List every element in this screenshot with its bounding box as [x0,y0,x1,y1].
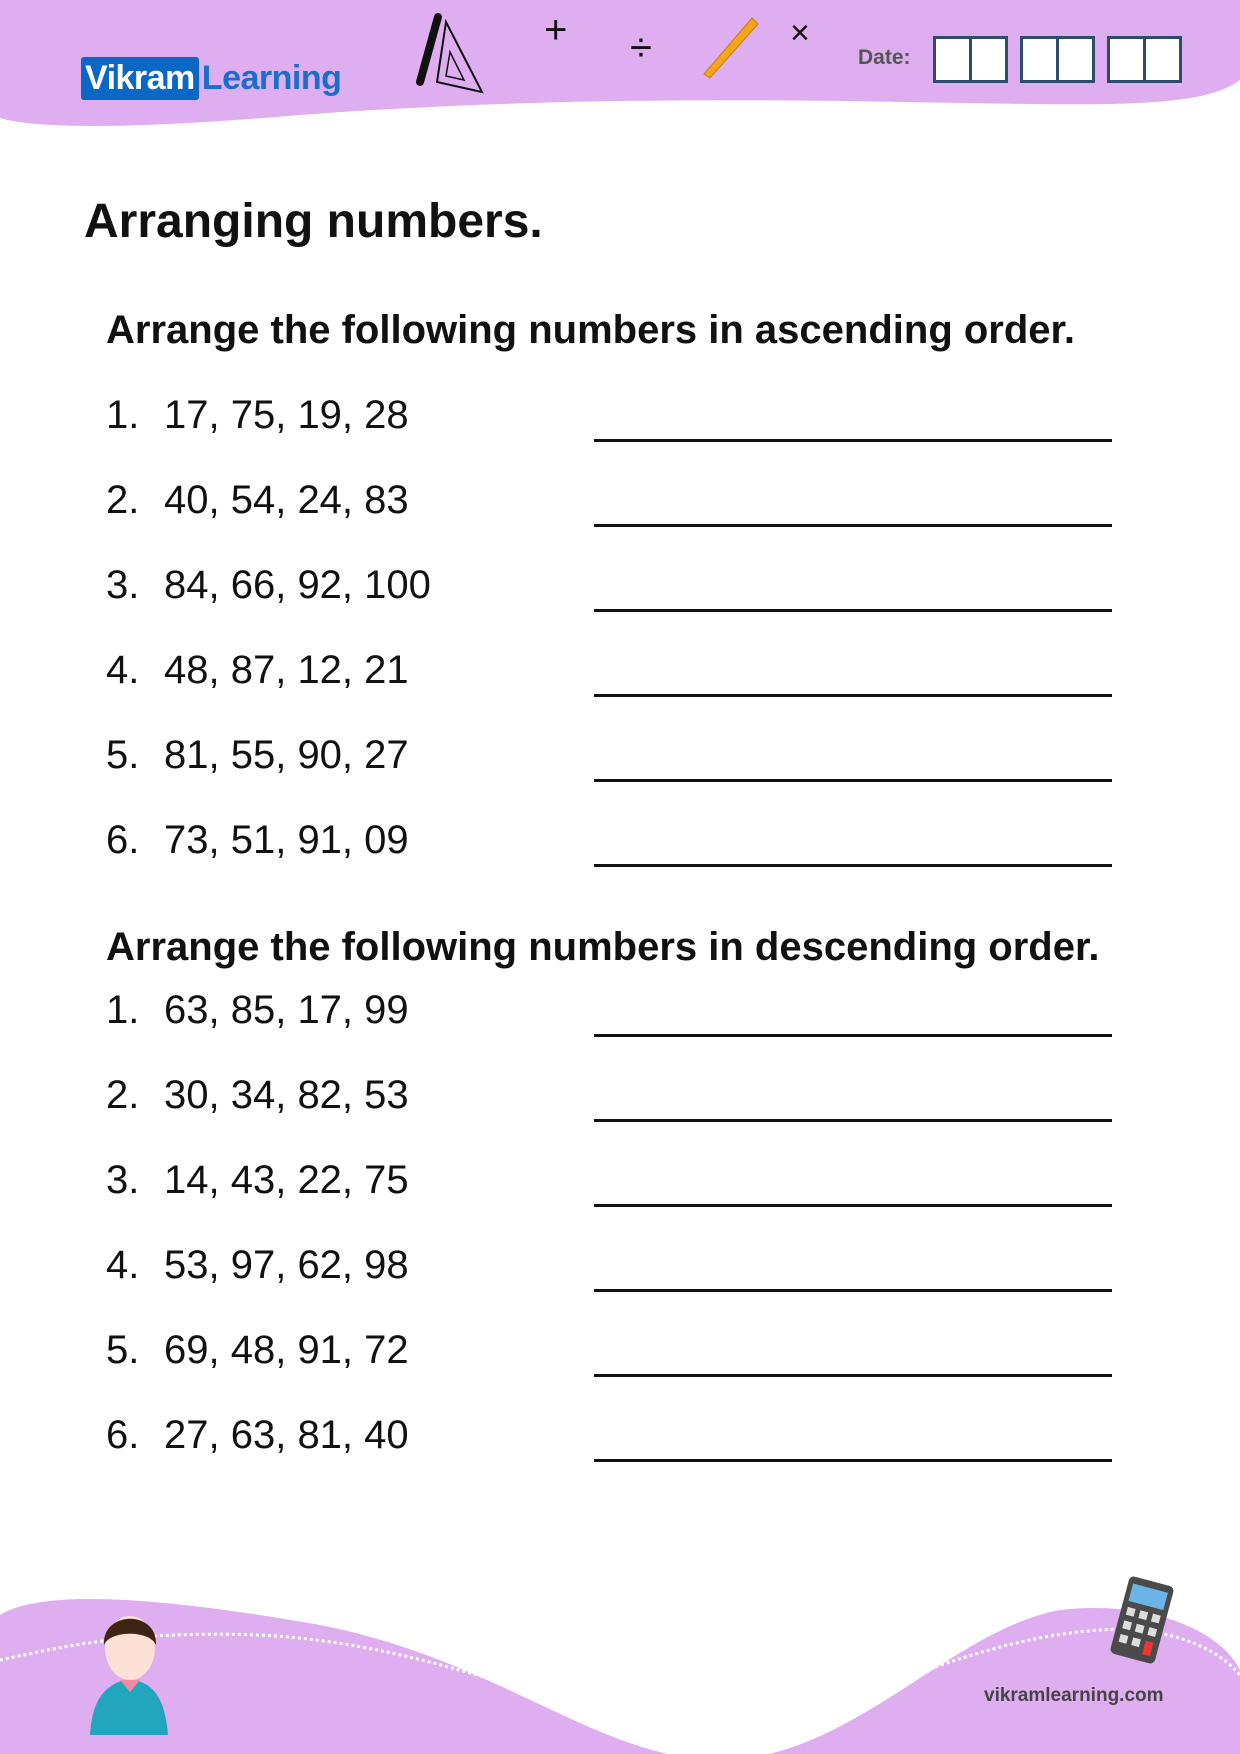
question-number: 1. [106,988,140,1032]
question-number: 1. [106,393,140,437]
answer-line[interactable] [594,1119,1112,1122]
question-number: 5. [106,733,140,777]
question-item [106,478,1116,528]
question-number: 4. [106,1243,140,1287]
footer-banner [0,1560,1240,1754]
question-item [106,1413,1116,1463]
answer-line[interactable] [594,779,1112,782]
question-item [106,1328,1116,1378]
question-item [106,563,1116,613]
question-item [106,648,1116,698]
logo-part2: Learning [201,59,342,97]
page-title: Arranging numbers. [84,195,543,248]
answer-line[interactable] [594,864,1112,867]
logo-part1: Vikram [81,57,199,100]
question-item [106,733,1116,783]
section-heading-ascending: Arrange the following numbers in ascending order. [106,308,1076,352]
date-month-field[interactable] [1020,36,1095,83]
question-number: 6. [106,818,140,862]
section-heading-descending: Arrange the following numbers in descending order. [106,925,1100,969]
calculator-icon [1105,1575,1180,1665]
question-values: 63, 85, 17, 99 [164,988,409,1032]
question-item [106,988,1116,1038]
question-values: 81, 55, 90, 27 [164,733,409,777]
date-label: Date: [858,46,911,69]
question-number: 4. [106,648,140,692]
question-values: 30, 34, 82, 53 [164,1073,409,1117]
answer-line[interactable] [594,609,1112,612]
question-values: 73, 51, 91, 09 [164,818,409,862]
question-number: 2. [106,478,140,522]
question-item [106,393,1116,443]
question-values: 84, 66, 92, 100 [164,563,431,607]
answer-line[interactable] [594,694,1112,697]
question-values: 53, 97, 62, 98 [164,1243,409,1287]
divide-icon: ÷ [630,26,652,70]
question-number: 5. [106,1328,140,1372]
question-item [106,818,1116,868]
question-values: 27, 63, 81, 40 [164,1413,409,1457]
answer-line[interactable] [594,524,1112,527]
question-number: 3. [106,1158,140,1202]
vikram-learning-logo [81,57,341,100]
website-link[interactable]: vikramlearning.com [984,1685,1164,1706]
question-number: 2. [106,1073,140,1117]
answer-line[interactable] [594,1374,1112,1377]
date-year-field[interactable] [1107,36,1182,83]
question-values: 48, 87, 12, 21 [164,648,409,692]
pencil-set-square-icon [412,12,492,97]
question-number: 3. [106,563,140,607]
question-item [106,1158,1116,1208]
question-values: 40, 54, 24, 83 [164,478,409,522]
question-item [106,1243,1116,1293]
question-values: 14, 43, 22, 75 [164,1158,409,1202]
answer-line[interactable] [594,1289,1112,1292]
ruler-icon [700,14,760,84]
date-boxes[interactable] [933,36,1182,83]
date-day-field[interactable] [933,36,1008,83]
child-illustration [80,1600,180,1735]
answer-line[interactable] [594,1459,1112,1462]
question-number: 6. [106,1413,140,1457]
plus-icon: + [544,8,568,52]
answer-line[interactable] [594,1204,1112,1207]
question-values: 17, 75, 19, 28 [164,393,409,437]
question-item [106,1073,1116,1123]
times-icon: × [790,14,810,52]
question-values: 69, 48, 91, 72 [164,1328,409,1372]
answer-line[interactable] [594,1034,1112,1037]
answer-line[interactable] [594,439,1112,442]
